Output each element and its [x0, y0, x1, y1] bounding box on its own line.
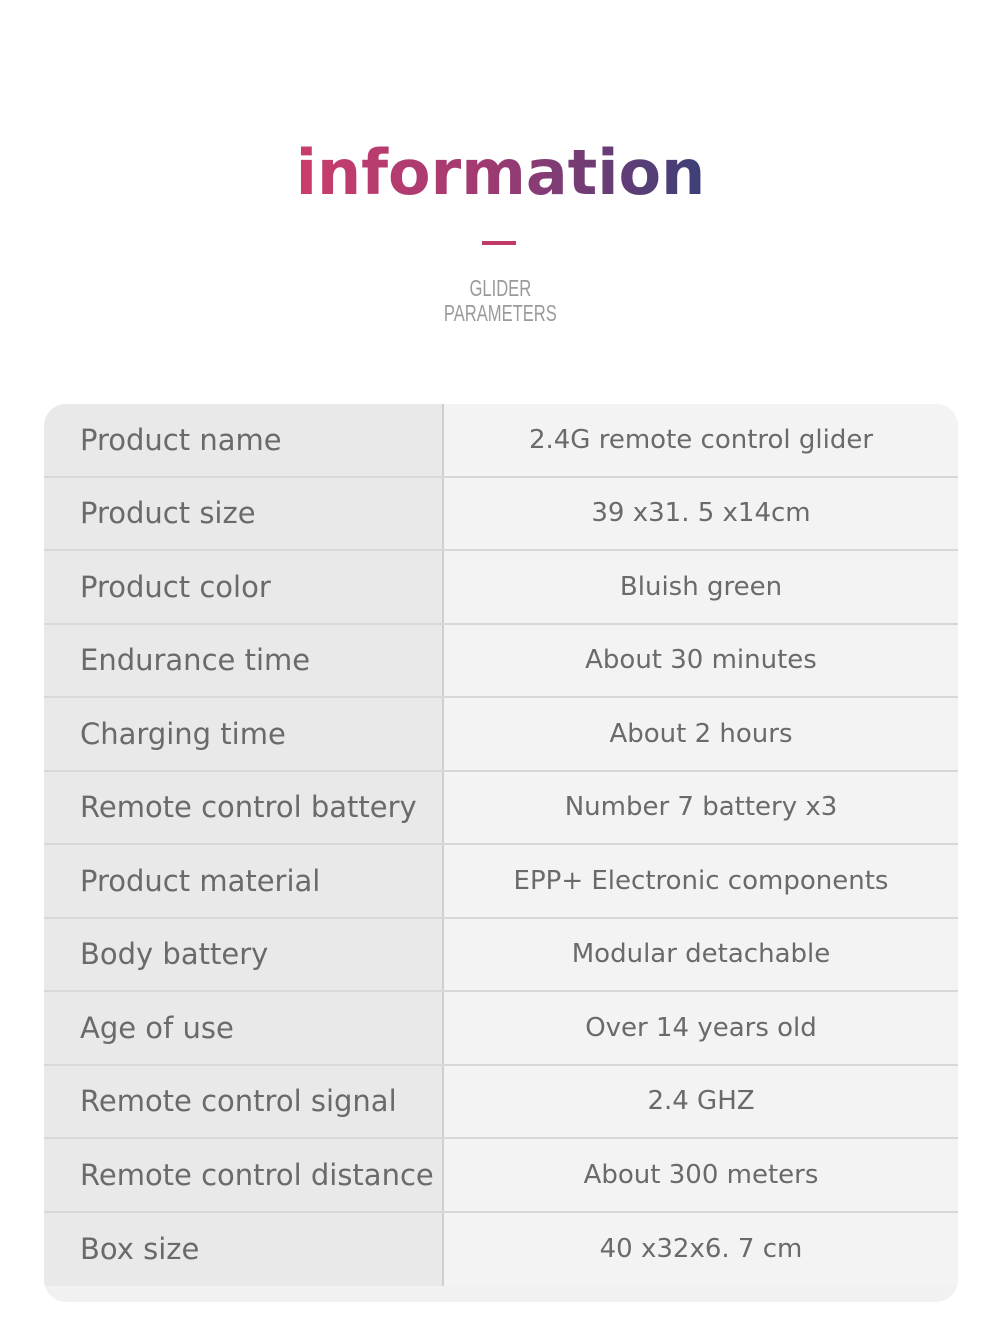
spec-label: Box size [44, 1213, 444, 1287]
spec-value: Number 7 battery x3 [444, 772, 958, 844]
spec-row-endurance-time [44, 625, 958, 699]
spec-label: Charging time [44, 698, 444, 770]
spec-row-box-size [44, 1213, 958, 1287]
page-title: information [296, 133, 706, 213]
spec-label: Product material [44, 845, 444, 917]
spec-value: 2.4 GHZ [444, 1066, 958, 1138]
spec-value: 40 x32x6. 7 cm [444, 1213, 958, 1287]
spec-value: EPP+ Electronic components [444, 845, 958, 917]
spec-row-product-size [44, 478, 958, 552]
spec-row-product-name [44, 404, 958, 478]
spec-label: Body battery [44, 919, 444, 991]
spec-row-product-material [44, 845, 958, 919]
spec-row-body-battery [44, 919, 958, 993]
spec-label: Product name [44, 404, 444, 476]
spec-value: 2.4G remote control glider [444, 404, 958, 476]
spec-row-age-of-use [44, 992, 958, 1066]
spec-label: Product color [44, 551, 444, 623]
spec-label: Remote control distance [44, 1139, 444, 1211]
section-subtitle [140, 276, 861, 326]
spec-label: Endurance time [44, 625, 444, 697]
spec-value: About 2 hours [444, 698, 958, 770]
spec-row-remote-control-battery [44, 772, 958, 846]
spec-label: Age of use [44, 992, 444, 1064]
spec-value: About 300 meters [444, 1139, 958, 1211]
subtitle-line-2: PARAMETERS [443, 300, 557, 326]
spec-value: 39 x31. 5 x14cm [444, 478, 958, 550]
spec-value: About 30 minutes [444, 625, 958, 697]
spec-label: Remote control battery [44, 772, 444, 844]
title-accent-divider [482, 241, 516, 245]
spec-row-charging-time [44, 698, 958, 772]
spec-value: Modular detachable [444, 919, 958, 991]
title-container [0, 133, 1001, 213]
subtitle-line-1: GLIDER [469, 275, 532, 301]
spec-label: Remote control signal [44, 1066, 444, 1138]
spec-value: Over 14 years old [444, 992, 958, 1064]
spec-label: Product size [44, 478, 444, 550]
spec-table [44, 404, 958, 1302]
spec-row-remote-control-distance [44, 1139, 958, 1213]
spec-row-remote-control-signal [44, 1066, 958, 1140]
spec-row-product-color [44, 551, 958, 625]
spec-value: Bluish green [444, 551, 958, 623]
